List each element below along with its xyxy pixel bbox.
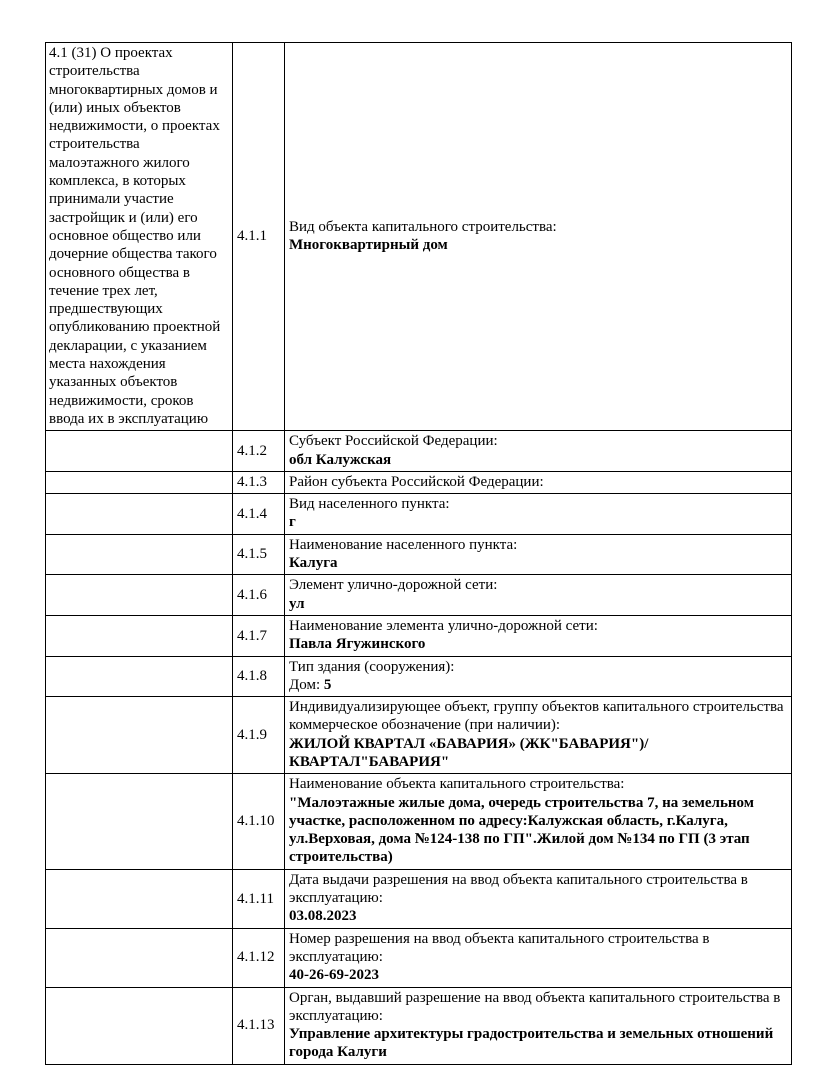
- field-value: Калуга: [289, 555, 338, 572]
- field-value-line: [289, 513, 787, 531]
- field-value-line: [289, 794, 787, 867]
- section-description-cell: [46, 774, 233, 869]
- field-value-line: [289, 595, 787, 613]
- row-number: 4.1.7: [233, 615, 285, 656]
- row-number: 4.1.3: [233, 471, 285, 493]
- field-label: Элемент улично-дорожной сети:: [289, 577, 498, 594]
- field-value-line: [289, 966, 787, 984]
- field-label: Вид объекта капитального строительства:: [289, 218, 557, 235]
- row-content: [285, 431, 792, 472]
- field-label: Орган, выдавший разрешение на ввод объекта капитального строительства в эксплуатацию:: [289, 989, 781, 1024]
- section-description-cell: [46, 471, 233, 493]
- table-row: [46, 928, 792, 987]
- field-value: "Малоэтажные жилые дома, очередь строительства 7, на земельном участке, расположенном по адресу:Калужская область, г.Калуга, ул.Верховая, дома №124-138 по ГП".Жилой дом №134 по ГП (3 этап строительства): [289, 794, 754, 866]
- section-description-cell: [46, 575, 233, 616]
- field-label: Номер разрешения на ввод объекта капитального строительства в эксплуатацию:: [289, 930, 710, 965]
- field-value: обл Калужская: [289, 451, 392, 468]
- field-value: 5: [323, 676, 332, 693]
- section-description-cell: [46, 431, 233, 472]
- field-value-prefix: Дом:: [289, 676, 324, 693]
- declaration-table: [45, 42, 792, 1065]
- table-row: [46, 43, 792, 431]
- row-number: 4.1.9: [233, 697, 285, 774]
- field-label: Субъект Российской Федерации:: [289, 433, 498, 450]
- row-content: [285, 774, 792, 869]
- row-number: 4.1.1: [233, 43, 285, 431]
- row-content: [285, 869, 792, 928]
- table-row: [46, 656, 792, 697]
- section-description-cell: [46, 869, 233, 928]
- field-value-line: [289, 735, 787, 772]
- field-value-line: [289, 907, 787, 925]
- field-label: Наименование населенного пункта:: [289, 536, 518, 553]
- row-number: 4.1.12: [233, 928, 285, 987]
- field-label: Вид населенного пункта:: [289, 496, 450, 513]
- row-number: 4.1.11: [233, 869, 285, 928]
- row-content: [285, 697, 792, 774]
- section-description: 4.1 (31) О проектах строительства многоквартирных домов и (или) иных объектов недвижимости, о проектах строительства малоэтажного жилого комплекса, в которых принимали участие застройщик и (или) его основное общество или дочерние общества такого основного общества в течение трех лет, предшествующих опубликованию проектной декларации, с указанием места нахождения указанных объектов недвижимости, сроков ввода их в эксплуатацию: [49, 45, 221, 427]
- row-number: 4.1.6: [233, 575, 285, 616]
- table-row: [46, 774, 792, 869]
- row-content: [285, 615, 792, 656]
- field-label: Тип здания (сооружения):: [289, 658, 455, 675]
- row-number: 4.1.10: [233, 774, 285, 869]
- table-row: [46, 494, 792, 535]
- field-value: ул: [289, 595, 305, 612]
- field-value: 03.08.2023: [289, 908, 357, 925]
- field-label: Дата выдачи разрешения на ввод объекта капитального строительства в эксплуатацию:: [289, 871, 748, 907]
- section-description-cell: [46, 697, 233, 774]
- table-row: [46, 575, 792, 616]
- field-value: Многоквартирный дом: [289, 237, 448, 254]
- field-value-line: [289, 236, 787, 254]
- field-value: Павла Ягужинского: [289, 636, 426, 653]
- field-value: 40-26-69-2023: [289, 967, 379, 984]
- section-description-cell: [46, 43, 233, 431]
- table-row: [46, 869, 792, 928]
- table-row: [46, 615, 792, 656]
- table-row: [46, 471, 792, 493]
- row-content: [285, 987, 792, 1064]
- section-description-cell: [46, 987, 233, 1064]
- table-row: [46, 431, 792, 472]
- field-value: ЖИЛОЙ КВАРТАЛ «БАВАРИЯ» (ЖК"БАВАРИЯ")/КВАРТАЛ"БАВАРИЯ": [289, 735, 649, 770]
- row-content: [285, 471, 792, 493]
- field-value-line: [289, 554, 787, 572]
- row-number: 4.1.4: [233, 494, 285, 535]
- row-content: [285, 656, 792, 697]
- field-value: г: [289, 514, 296, 531]
- row-content: [285, 928, 792, 987]
- field-label: Наименование объекта капитального строительства:: [289, 776, 625, 793]
- field-label: Индивидуализирующее объект, группу объектов капитального строительства коммерческое обозначение (при наличии):: [289, 699, 784, 734]
- row-content: [285, 575, 792, 616]
- section-description-cell: [46, 534, 233, 575]
- row-number: 4.1.13: [233, 987, 285, 1064]
- field-value-line: [289, 451, 787, 469]
- row-number: 4.1.2: [233, 431, 285, 472]
- table-row: [46, 987, 792, 1064]
- section-description-cell: [46, 928, 233, 987]
- table-row: [46, 697, 792, 774]
- field-label: Район субъекта Российской Федерации:: [289, 473, 544, 490]
- section-description-cell: [46, 656, 233, 697]
- field-value: Управление архитектуры градостроительства и земельных отношений города Калуги: [289, 1026, 774, 1061]
- row-content: [285, 43, 792, 431]
- row-number: 4.1.8: [233, 656, 285, 697]
- table-row: [46, 534, 792, 575]
- field-value-line: [289, 1025, 787, 1062]
- row-content: [285, 494, 792, 535]
- row-content: [285, 534, 792, 575]
- field-value-line: [289, 676, 787, 694]
- field-value-line: [289, 635, 787, 653]
- section-description-cell: [46, 615, 233, 656]
- section-description-cell: [46, 494, 233, 535]
- row-number: 4.1.5: [233, 534, 285, 575]
- field-label: Наименование элемента улично-дорожной сети:: [289, 617, 598, 634]
